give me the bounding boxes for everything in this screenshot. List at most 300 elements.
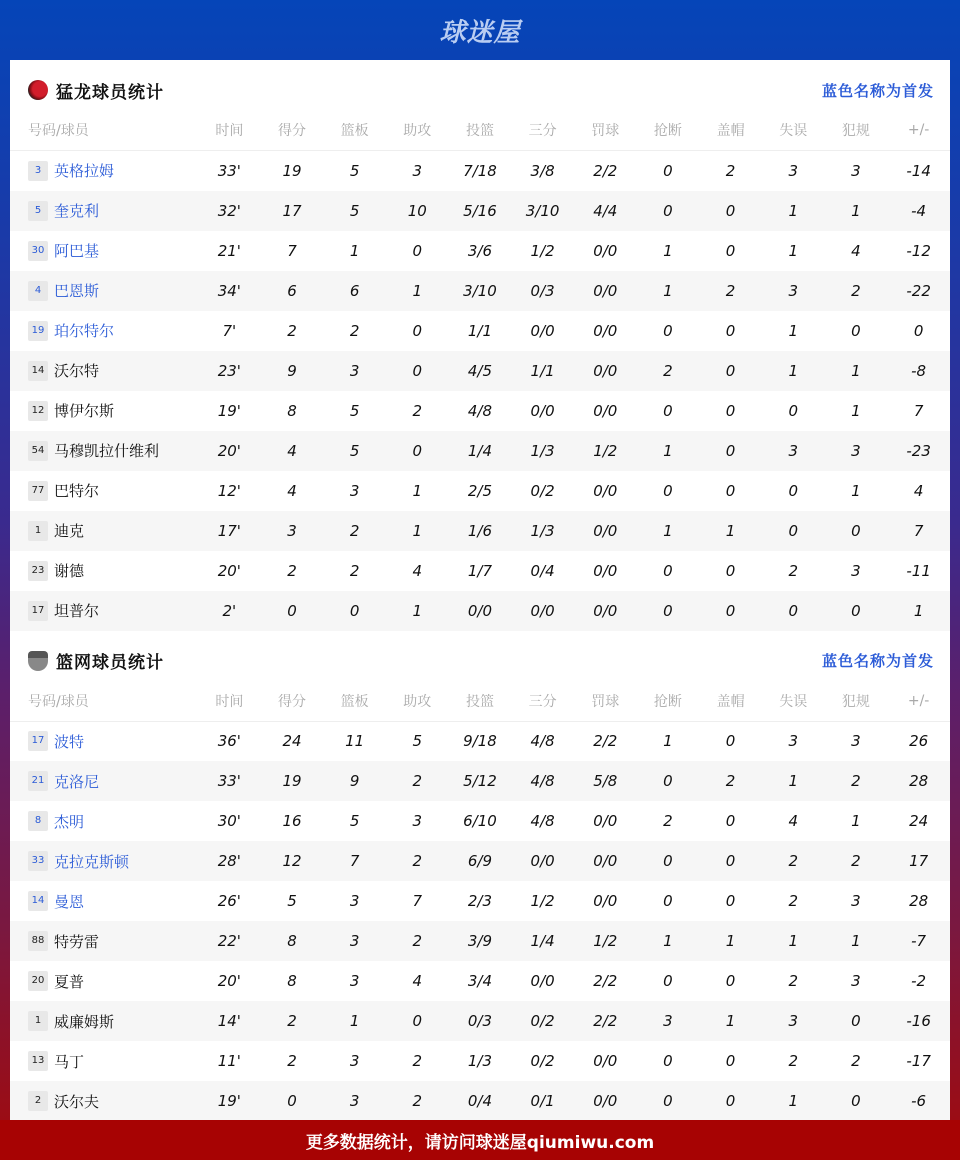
stat-cell: 0/0 — [530, 321, 555, 340]
stat-cell: 7 — [887, 511, 950, 551]
jersey-number-icon: 13 — [28, 1051, 48, 1071]
player-name[interactable]: 坦普尔 — [54, 602, 100, 620]
player-name[interactable]: 杰明 — [54, 812, 85, 831]
stat-cell: 0 — [637, 591, 700, 631]
stat-cell: 0 — [261, 1081, 324, 1121]
stat-cell: 3 — [349, 972, 360, 990]
stat-cell: 0/3 — [449, 1001, 512, 1041]
stat-cell: 2 — [762, 841, 825, 881]
jersey-number-icon: 12 — [28, 401, 48, 421]
player-name[interactable]: 巴特尔 — [54, 482, 100, 500]
stat-cell: 21' — [217, 241, 241, 260]
stat-cell: 0 — [663, 481, 673, 500]
stat-cell: 7/18 — [463, 161, 497, 180]
stat-cell: 33' — [217, 161, 241, 180]
stat-cell: 14' — [198, 1001, 261, 1041]
stat-cell: -23 — [887, 431, 950, 471]
jersey-number-icon: 23 — [28, 561, 48, 581]
header-row — [10, 120, 950, 151]
stat-cell: 2 — [386, 1081, 449, 1121]
player-row[interactable] — [10, 1001, 950, 1041]
top-header — [0, 0, 960, 60]
stat-cell: 0 — [825, 591, 888, 631]
team-section — [10, 631, 950, 1122]
stat-cell: -8 — [887, 351, 950, 391]
stat-cell: 1 — [788, 321, 798, 340]
stat-cell: 2 — [287, 321, 297, 340]
column-header: 失误 — [762, 691, 825, 722]
player-cell[interactable] — [10, 1001, 198, 1041]
stat-cell: 1 — [788, 241, 798, 260]
column-header: 罚球 — [574, 691, 637, 722]
stat-cell: 0 — [663, 892, 673, 910]
column-header: +/- — [887, 120, 950, 151]
stat-cell: 19 — [282, 161, 302, 180]
player-name[interactable]: 夏普 — [54, 972, 85, 991]
player-cell[interactable] — [10, 471, 198, 511]
stat-cell: 0 — [725, 561, 736, 580]
stat-cell: 3 — [762, 1001, 825, 1041]
stat-cell: 0 — [412, 321, 423, 340]
stat-cell: 2 — [386, 921, 449, 961]
stat-cell: 5/12 — [449, 761, 512, 801]
column-header: 助攻 — [386, 691, 449, 722]
stat-cell: 4/5 — [449, 351, 512, 391]
player-name[interactable]: 巴恩斯 — [54, 282, 100, 300]
column-header: 抢断 — [637, 120, 700, 151]
stat-cell: 0 — [386, 351, 449, 391]
player-row[interactable] — [10, 391, 950, 431]
stat-cell: 1 — [851, 481, 861, 500]
player-row[interactable] — [10, 921, 950, 961]
stat-cell: 0 — [663, 561, 673, 580]
stat-cell: 3 — [788, 732, 798, 751]
stat-cell: 2 — [287, 1052, 297, 1070]
player-cell[interactable] — [10, 231, 198, 271]
player-name[interactable]: 珀尔特尔 — [54, 322, 115, 340]
stat-cell: 0 — [762, 511, 825, 551]
player-row[interactable] — [10, 1081, 950, 1121]
stat-cell: 11 — [345, 732, 365, 751]
jersey-number-icon: 3 — [28, 161, 48, 181]
stat-cell: 3/10 — [449, 271, 512, 311]
player-row[interactable] — [10, 801, 950, 841]
stat-cell: 24 — [282, 732, 302, 751]
jersey-number-icon: 20 — [28, 971, 48, 991]
stat-cell: 16 — [282, 812, 302, 830]
stat-cell: 0/0 — [593, 401, 618, 420]
stat-cell: 0/1 — [511, 1081, 574, 1121]
stat-cell: 3 — [323, 1081, 386, 1121]
player-cell[interactable] — [10, 151, 198, 191]
stat-cell: 19' — [198, 1081, 261, 1121]
stat-cell: 1/4 — [511, 921, 574, 961]
nets-logo-icon — [28, 651, 48, 671]
stat-cell: 2 — [825, 841, 888, 881]
stat-cell: 1 — [762, 191, 825, 231]
stat-cell: 5 — [287, 892, 297, 910]
stat-cell: -6 — [887, 1081, 950, 1121]
stat-cell: 19 — [261, 761, 324, 801]
stat-cell: 3 — [851, 161, 861, 180]
stat-cell: 0/3 — [511, 271, 574, 311]
column-header: 抢断 — [637, 691, 700, 722]
jersey-number-icon: 21 — [28, 771, 48, 791]
stat-cell: 5 — [349, 401, 360, 420]
stat-cell: 0 — [851, 321, 861, 340]
stat-cell: 5 — [323, 191, 386, 231]
player-cell[interactable] — [10, 921, 198, 961]
jersey-number-icon: 30 — [28, 241, 48, 261]
header-row — [10, 691, 950, 722]
stat-cell: 2 — [261, 1001, 324, 1041]
player-row[interactable] — [10, 471, 950, 511]
stat-cell: 2 — [788, 892, 798, 910]
stat-cell: 0/0 — [530, 401, 555, 420]
stat-cell: 4/8 — [467, 401, 493, 420]
stat-cell: 4 — [261, 431, 324, 471]
player-row[interactable] — [10, 151, 950, 191]
player-cell[interactable] — [10, 801, 198, 841]
stat-cell: 3 — [762, 271, 825, 311]
stat-cell: 12' — [217, 481, 241, 500]
column-header: 投篮 — [449, 691, 512, 722]
stat-cell: 0 — [725, 1052, 736, 1070]
stat-cell: 0/0 — [574, 591, 637, 631]
stat-cell: 5/8 — [574, 761, 637, 801]
player-cell[interactable] — [10, 761, 198, 801]
stat-cell: 2 — [699, 761, 762, 801]
player-row[interactable] — [10, 271, 950, 311]
stat-cell: 2/5 — [467, 481, 493, 500]
stat-cell: 28 — [909, 892, 929, 910]
stat-cell: 1 — [386, 511, 449, 551]
stat-cell: 0 — [663, 972, 673, 990]
column-header: 号码/球员 — [10, 120, 198, 151]
stat-cell: 6 — [323, 271, 386, 311]
player-cell[interactable] — [10, 1041, 198, 1081]
jersey-number-icon: 17 — [28, 731, 48, 751]
stat-cell: 1/3 — [467, 1052, 493, 1070]
stat-cell: 22' — [198, 921, 261, 961]
stat-cell: 1/1 — [511, 351, 574, 391]
stat-cell: 0 — [825, 511, 888, 551]
stat-cell: 7 — [412, 892, 423, 910]
stat-cell: 1/4 — [449, 431, 512, 471]
stat-cell: 2 — [287, 561, 297, 580]
player-name[interactable]: 迪克 — [54, 522, 85, 540]
stat-cell: 0/0 — [511, 591, 574, 631]
player-row[interactable] — [10, 721, 950, 761]
player-row[interactable] — [10, 191, 950, 231]
player-cell[interactable] — [10, 721, 198, 761]
jersey-number-icon: 5 — [28, 201, 48, 221]
player-row[interactable] — [10, 351, 950, 391]
stat-cell: 6/10 — [463, 812, 497, 830]
stat-cell: 4 — [412, 561, 423, 580]
stat-cell: 30' — [217, 812, 241, 830]
player-name[interactable]: 曼恩 — [54, 892, 85, 911]
stat-cell: 2 — [851, 1052, 861, 1070]
stat-cell: 2 — [349, 321, 360, 340]
jersey-number-icon: 19 — [28, 321, 48, 341]
stat-cell: 1/1 — [467, 321, 493, 340]
stat-cell: 20' — [217, 972, 241, 990]
stat-cell: 23' — [198, 351, 261, 391]
stat-cell: 1 — [637, 511, 700, 551]
stat-cell: 9/18 — [463, 732, 497, 751]
stat-cell: 0 — [725, 241, 736, 260]
stat-cell: -12 — [906, 241, 931, 260]
player-row[interactable] — [10, 551, 950, 591]
column-header: 失误 — [762, 120, 825, 151]
player-row[interactable] — [10, 881, 950, 921]
stat-cell: 17' — [198, 511, 261, 551]
stat-cell: 1/2 — [574, 431, 637, 471]
stat-cell: 1/2 — [530, 241, 555, 260]
stat-cell: 0 — [725, 321, 736, 340]
stat-cell: 7 — [287, 241, 297, 260]
jersey-number-icon: 4 — [28, 281, 48, 301]
player-cell[interactable] — [10, 311, 198, 351]
player-row[interactable] — [10, 761, 950, 801]
player-cell[interactable] — [10, 511, 198, 551]
stat-cell: 0 — [788, 481, 798, 500]
jersey-number-icon: 77 — [28, 481, 48, 501]
player-cell[interactable] — [10, 591, 198, 631]
stat-cell: 3 — [412, 812, 423, 830]
stat-cell: 4/8 — [530, 812, 555, 830]
stat-cell: 12 — [261, 841, 324, 881]
column-header: 三分 — [511, 691, 574, 722]
stat-cell: 0 — [386, 431, 449, 471]
stat-cell: 3 — [762, 431, 825, 471]
stat-cell: 1 — [699, 511, 762, 551]
player-name[interactable]: 博伊尔斯 — [54, 402, 115, 420]
stat-cell: 0 — [663, 401, 673, 420]
stat-cell: 2 — [412, 1052, 423, 1070]
stat-cell: 3/8 — [530, 161, 555, 180]
stat-cell: 17 — [261, 191, 324, 231]
player-name[interactable]: 阿巴基 — [54, 242, 100, 260]
stat-cell: 5 — [349, 812, 360, 830]
stat-cell: 3 — [261, 511, 324, 551]
jersey-number-icon: 33 — [28, 851, 48, 871]
player-row[interactable] — [10, 231, 950, 271]
player-row[interactable] — [10, 311, 950, 351]
stat-cell: 4/4 — [574, 191, 637, 231]
stat-cell: 2/2 — [593, 732, 618, 751]
column-header: 助攻 — [386, 120, 449, 151]
section-title: 篮网球员统计 — [56, 653, 164, 673]
stats-card — [10, 60, 950, 1120]
stat-cell: 2 — [349, 561, 360, 580]
column-header: 盖帽 — [699, 691, 762, 722]
stat-cell: 0 — [412, 241, 423, 260]
player-name[interactable]: 马穆凯拉什维利 — [54, 442, 160, 460]
player-row[interactable] — [10, 431, 950, 471]
stat-cell: 1/6 — [449, 511, 512, 551]
stat-cell: 0/2 — [530, 1052, 555, 1070]
stat-cell: 0/0 — [593, 481, 618, 500]
stat-cell: 3 — [851, 561, 861, 580]
stat-cell: 7 — [323, 841, 386, 881]
stat-cell: 3 — [349, 1052, 360, 1070]
stat-cell: 20' — [198, 431, 261, 471]
stat-cell: 5/16 — [449, 191, 512, 231]
stat-cell: 1 — [386, 271, 449, 311]
stat-cell: -22 — [887, 271, 950, 311]
stat-cell: 3 — [788, 161, 798, 180]
player-name[interactable]: 沃尔夫 — [54, 1092, 100, 1111]
stat-cell: 7' — [222, 321, 237, 340]
stat-cell: 2 — [825, 761, 888, 801]
stat-cell: 2 — [788, 561, 798, 580]
player-name[interactable]: 威廉姆斯 — [54, 1012, 115, 1031]
stat-cell: 7 — [913, 401, 924, 420]
stat-cell: 0 — [725, 972, 736, 990]
footer-banner — [0, 1120, 960, 1160]
player-row[interactable] — [10, 841, 950, 881]
stat-cell: 2 — [386, 761, 449, 801]
stat-cell: 3/4 — [467, 972, 493, 990]
column-header: 时间 — [198, 691, 261, 722]
player-name[interactable]: 奎克利 — [54, 202, 100, 220]
jersey-number-icon: 14 — [28, 891, 48, 911]
stat-cell: 1 — [825, 351, 888, 391]
stat-cell: 8 — [287, 972, 297, 990]
stat-cell: 26' — [217, 892, 241, 910]
stat-cell: 1 — [762, 921, 825, 961]
stat-cell: 3/10 — [511, 191, 574, 231]
stat-cell: 0 — [323, 591, 386, 631]
column-header: +/- — [887, 691, 950, 722]
stat-cell: 0 — [699, 841, 762, 881]
stat-cell: 9 — [323, 761, 386, 801]
player-cell[interactable] — [10, 551, 198, 591]
stat-cell: 3 — [851, 972, 861, 990]
stat-cell: 8 — [261, 921, 324, 961]
player-cell[interactable] — [10, 191, 198, 231]
stat-cell: 9 — [261, 351, 324, 391]
stat-cell: -11 — [906, 561, 931, 580]
player-name[interactable]: 英格拉姆 — [54, 162, 115, 181]
player-name[interactable]: 沃尔特 — [54, 362, 100, 380]
stat-cell: 34' — [198, 271, 261, 311]
stat-cell: 0/0 — [574, 1081, 637, 1121]
player-cell[interactable] — [10, 961, 198, 1001]
column-header: 篮板 — [323, 120, 386, 151]
stat-cell: 0 — [699, 351, 762, 391]
player-row[interactable] — [10, 1041, 950, 1081]
stat-cell: 3 — [323, 921, 386, 961]
stat-cell: 2 — [788, 972, 798, 990]
player-row[interactable] — [10, 511, 950, 551]
stat-cell: 0/2 — [530, 481, 555, 500]
stat-cell: 1 — [637, 271, 700, 311]
stat-cell: -4 — [887, 191, 950, 231]
player-name[interactable]: 马丁 — [54, 1052, 85, 1071]
stat-cell: 0 — [637, 191, 700, 231]
stat-cell: 0/0 — [530, 972, 555, 990]
stat-cell: 0/0 — [511, 841, 574, 881]
stat-cell: -16 — [887, 1001, 950, 1041]
stat-cell: 1 — [825, 191, 888, 231]
stat-cell: 0/0 — [449, 591, 512, 631]
section-header — [10, 631, 950, 691]
stat-cell: 1 — [663, 241, 673, 260]
jersey-number-icon: 1 — [28, 521, 48, 541]
stat-cell: 1/3 — [511, 511, 574, 551]
stat-cell: 3 — [825, 431, 888, 471]
team-section — [10, 60, 950, 631]
stat-cell: 26 — [909, 732, 929, 751]
player-cell[interactable] — [10, 881, 198, 921]
stat-cell: 4/8 — [530, 732, 555, 751]
jersey-number-icon: 1 — [28, 1011, 48, 1031]
stat-cell: 19' — [217, 401, 241, 420]
stat-cell: 6/9 — [449, 841, 512, 881]
stat-cell: 2 — [386, 841, 449, 881]
stat-cell: 2' — [198, 591, 261, 631]
stat-cell: 1 — [699, 921, 762, 961]
player-name[interactable]: 波特 — [54, 732, 85, 751]
stat-cell: 0/0 — [593, 812, 618, 830]
stat-cell: 3/6 — [467, 241, 493, 260]
stat-cell: 3 — [323, 351, 386, 391]
stat-cell: 1 — [762, 761, 825, 801]
player-cell[interactable] — [10, 431, 198, 471]
player-cell[interactable] — [10, 841, 198, 881]
stat-cell: 2 — [699, 271, 762, 311]
stat-cell: 1 — [386, 591, 449, 631]
stat-cell: 0 — [663, 161, 673, 180]
column-header: 投篮 — [449, 120, 512, 151]
stat-cell: 11' — [217, 1052, 241, 1070]
starter-legend: 蓝色名称为首发 — [821, 652, 934, 670]
stat-cell: 5 — [349, 161, 360, 180]
stat-cell: 0 — [663, 1052, 673, 1070]
stat-cell: 1/2 — [574, 921, 637, 961]
stat-cell: 1/3 — [511, 431, 574, 471]
footer-text[interactable]: 更多数据统计，请访问球迷屋qiumiwu.com — [305, 1132, 655, 1153]
player-name[interactable]: 谢德 — [54, 562, 85, 580]
jersey-number-icon: 54 — [28, 441, 48, 461]
stat-cell: 0 — [913, 321, 924, 340]
jersey-number-icon: 17 — [28, 601, 48, 621]
column-header: 盖帽 — [699, 120, 762, 151]
player-cell[interactable] — [10, 351, 198, 391]
player-cell[interactable] — [10, 391, 198, 431]
player-row[interactable] — [10, 591, 950, 631]
stat-cell: 3 — [851, 892, 861, 910]
stat-cell: 2 — [663, 812, 673, 830]
stat-cell: 33' — [198, 761, 261, 801]
player-cell[interactable] — [10, 271, 198, 311]
stat-cell: 24 — [909, 812, 929, 830]
player-name[interactable]: 特劳雷 — [54, 932, 100, 951]
stat-cell: 0 — [261, 591, 324, 631]
stat-cell: -7 — [887, 921, 950, 961]
stat-cell: 0/2 — [511, 1001, 574, 1041]
player-cell[interactable] — [10, 1081, 198, 1121]
player-row[interactable] — [10, 961, 950, 1001]
jersey-number-icon: 8 — [28, 811, 48, 831]
player-name[interactable]: 克拉克斯顿 — [54, 852, 130, 871]
player-name[interactable]: 克洛尼 — [54, 772, 100, 791]
section-title: 猛龙球员统计 — [56, 82, 164, 103]
stat-cell: 4 — [913, 481, 924, 500]
